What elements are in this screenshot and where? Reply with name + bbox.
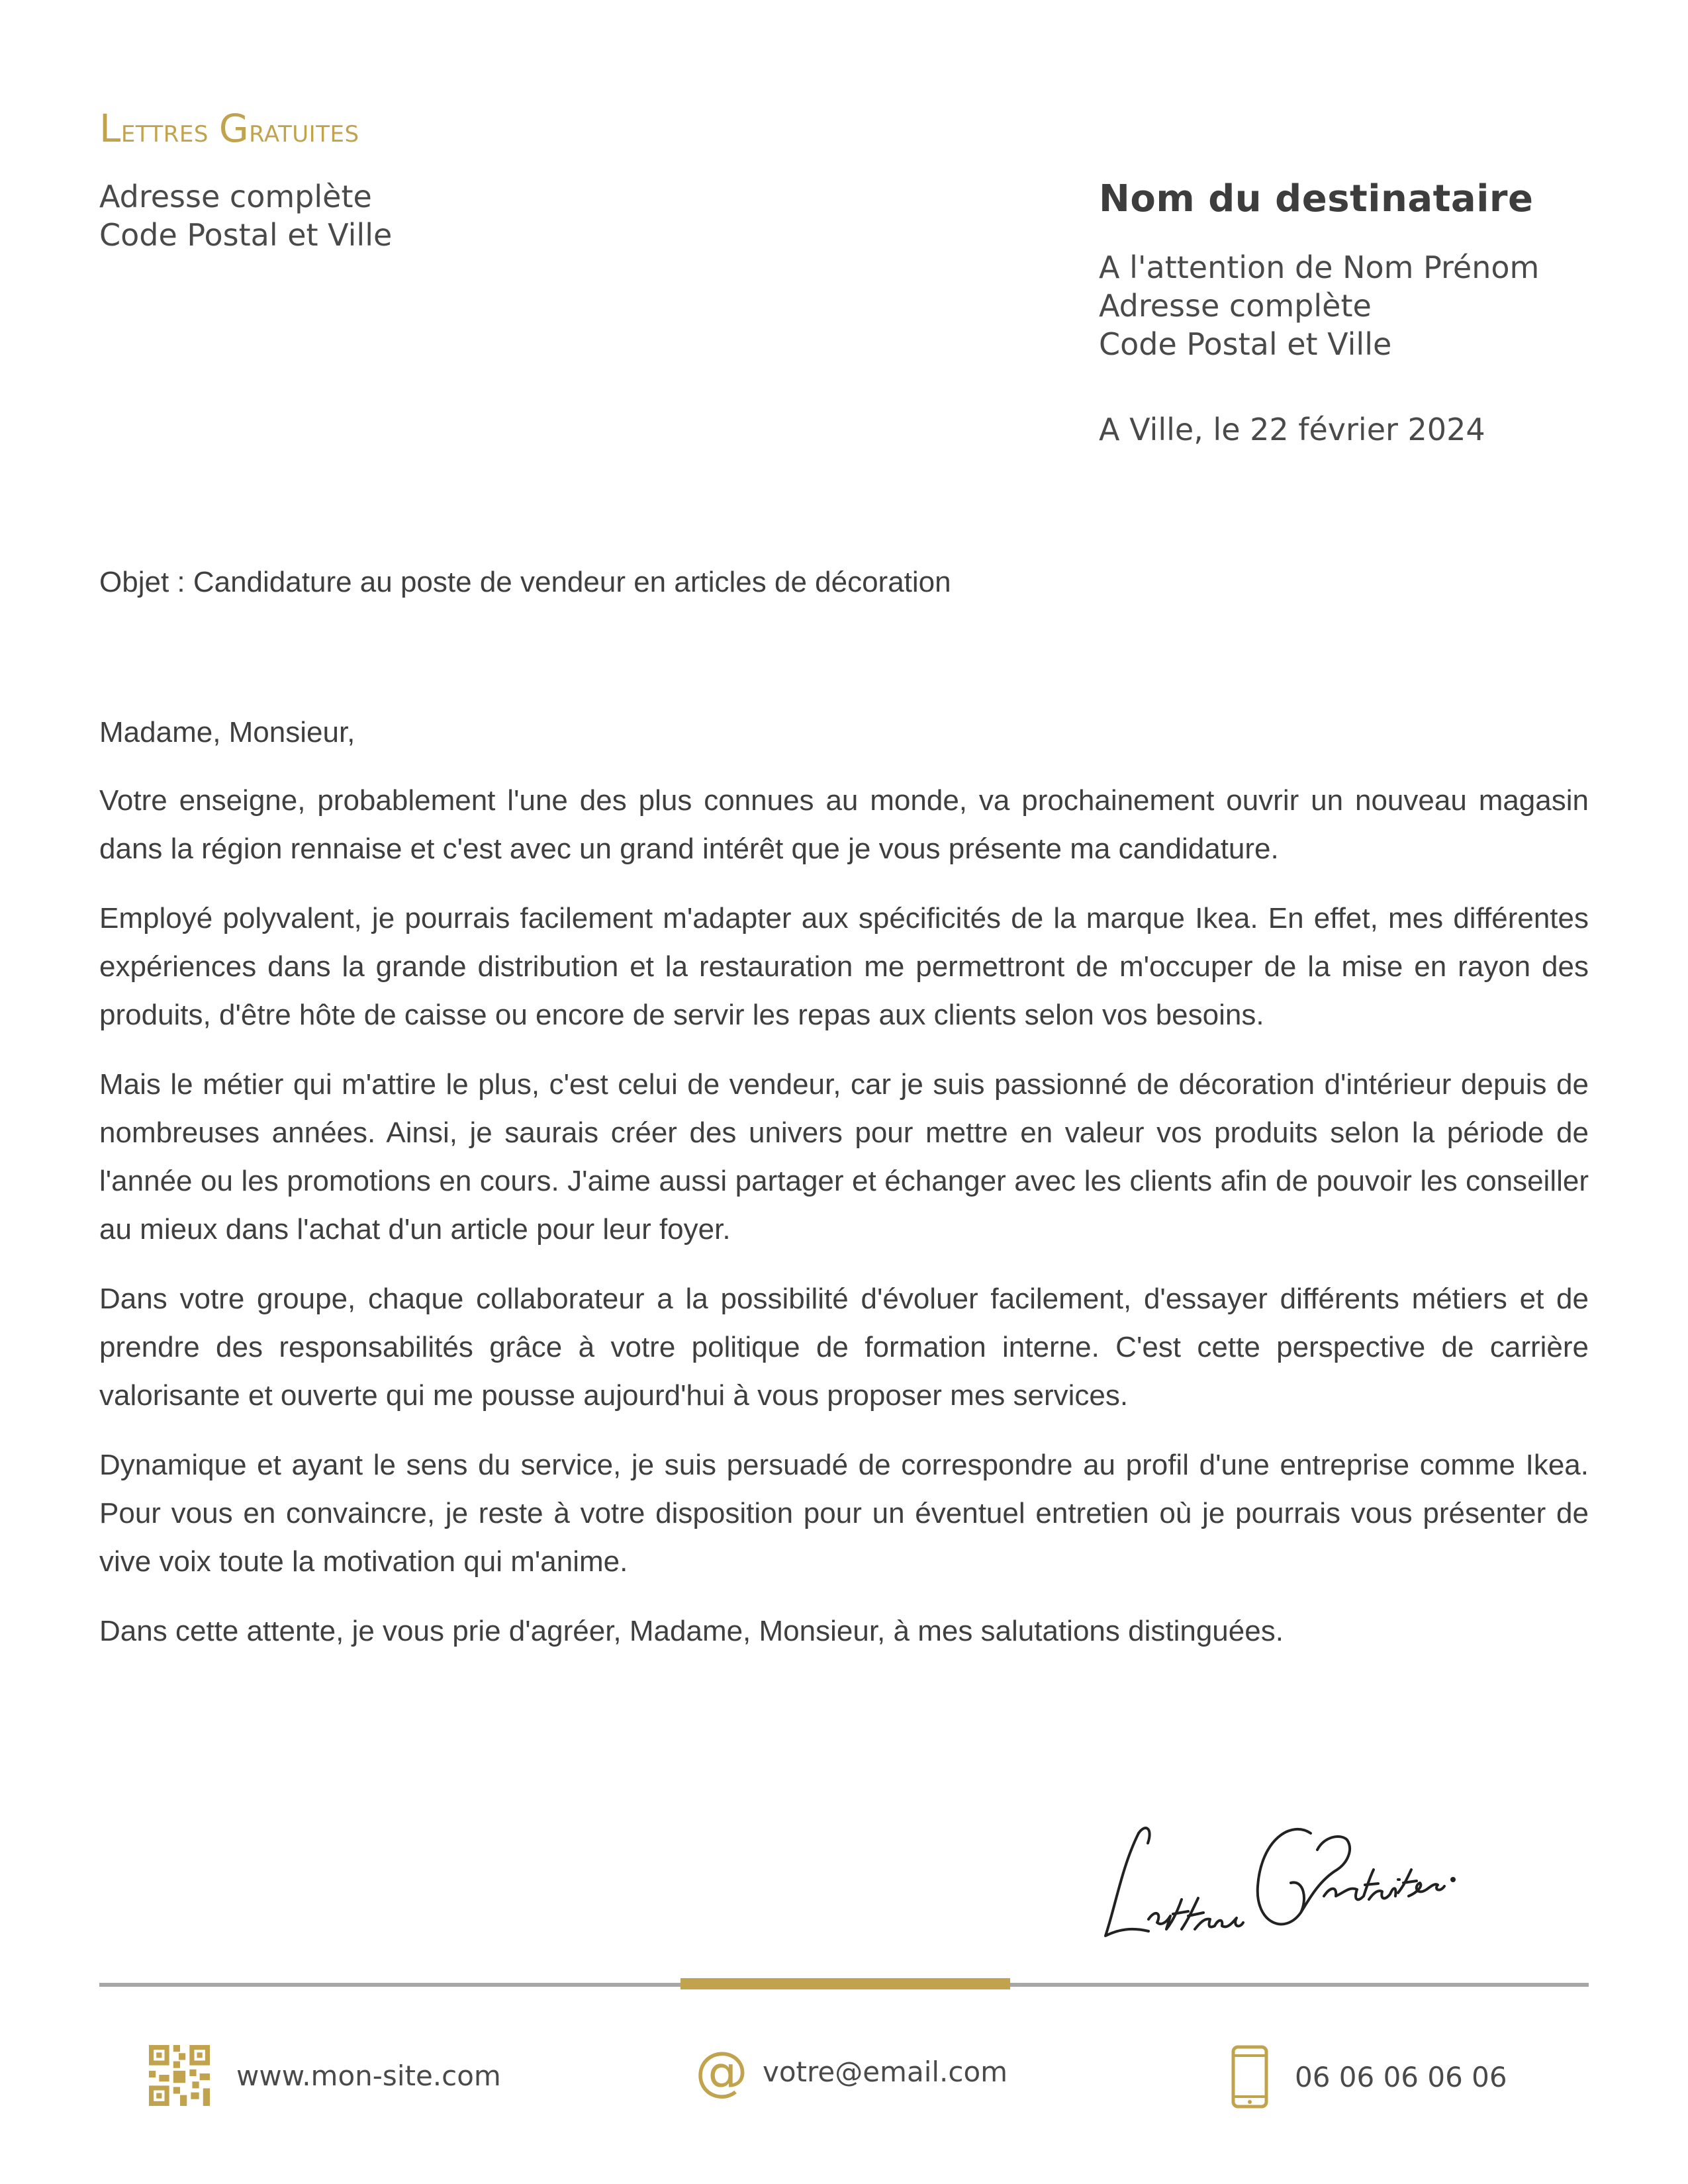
sender-address: Adresse complète: [99, 179, 372, 214]
brand-word-2: ratuites: [249, 113, 359, 150]
greeting: Madame, Monsieur,: [99, 716, 355, 749]
closing: Dans cette attente, je vous prie d'agréer, Madame, Monsieur, à mes salutations distinguées.: [99, 1615, 1284, 1647]
website-text: www.mon-site.com: [236, 2059, 501, 2092]
paragraph-2: Employé polyvalent, je pourrais facilement m'adapter aux spécificités de la marque Ikea. En effet, mes différentes expériences dans la grande distribution et la restauration me permettront de m'occuper de la mise en rayon des produits, d'être hôte de caisse ou encore de servir les repas aux clients selon vos besoins.: [99, 902, 1589, 1031]
brand-word-1: ettres: [120, 113, 219, 150]
footer-website: [149, 2045, 501, 2106]
footer-phone: [1231, 2045, 1507, 2109]
paragraph-1: Votre enseigne, probablement l'une des plus connues au monde, va prochainement ouvrir un nouveau magasin dans la région rennaise et c'est avec un grand intérêt que je vous présente ma candidature.: [99, 784, 1589, 865]
brand-logo: [99, 106, 359, 151]
footer-email: [695, 2040, 1008, 2102]
phone-icon: [1231, 2045, 1268, 2109]
paragraph-4: Dans votre groupe, chaque collaborateur a la possibilité d'évoluer facilement, d'essayer différents métiers et de prendre des responsabilités grâce à votre politique de formation interne. C'est cette perspective de carrière valorisante et ouverte qui me pousse aujourd'hui à vous proposer mes services.: [99, 1283, 1589, 1412]
brand-initial-g: G: [218, 106, 250, 151]
handwritten-signature: [1092, 1787, 1463, 1952]
footer-divider-accent: [680, 1978, 1010, 1989]
email-text: votre@email.com: [763, 2055, 1008, 2088]
paragraph-3: Mais le métier qui m'attire le plus, c'est celui de vendeur, car je suis passionné de décoration d'intérieur depuis de nombreuses années. Ainsi, je saurais créer des univers pour mettre en valeur vos produits selon la période de l'année ou les promotions en cours. J'aime aussi partager et échanger avec les clients afin de pouvoir les conseiller au mieux dans l'achat d'un article pour leur foyer.: [99, 1068, 1589, 1246]
qr-code-icon: [149, 2045, 210, 2106]
recipient-block: [1099, 177, 1539, 447]
recipient-address: Adresse complète: [1099, 288, 1372, 324]
recipient-name: Nom du destinataire: [1099, 177, 1534, 220]
sender-city: Code Postal et Ville: [99, 217, 393, 253]
at-sign-icon: @: [695, 2040, 748, 2102]
phone-text: 06 06 06 06 06: [1295, 2060, 1507, 2093]
paragraph-5: Dynamique et ayant le sens du service, je suis persuadé de correspondre au profil d'une entreprise comme Ikea. Pour vous en convaincre, je reste à votre disposition pour un éventuel entretien où je pourrais vous présenter de vive voix toute la motivation qui m'anime.: [99, 1449, 1589, 1578]
recipient-city: Code Postal et Ville: [1099, 326, 1392, 362]
letter-date: A Ville, le 22 février 2024: [1099, 412, 1485, 447]
brand-initial-l: L: [99, 106, 121, 151]
sender-block: [99, 177, 392, 254]
letter-body: [99, 708, 1589, 1676]
recipient-attention: A l'attention de Nom Prénom: [1099, 250, 1540, 285]
letter-subject: Objet : Candidature au poste de vendeur en articles de décoration: [99, 566, 951, 598]
